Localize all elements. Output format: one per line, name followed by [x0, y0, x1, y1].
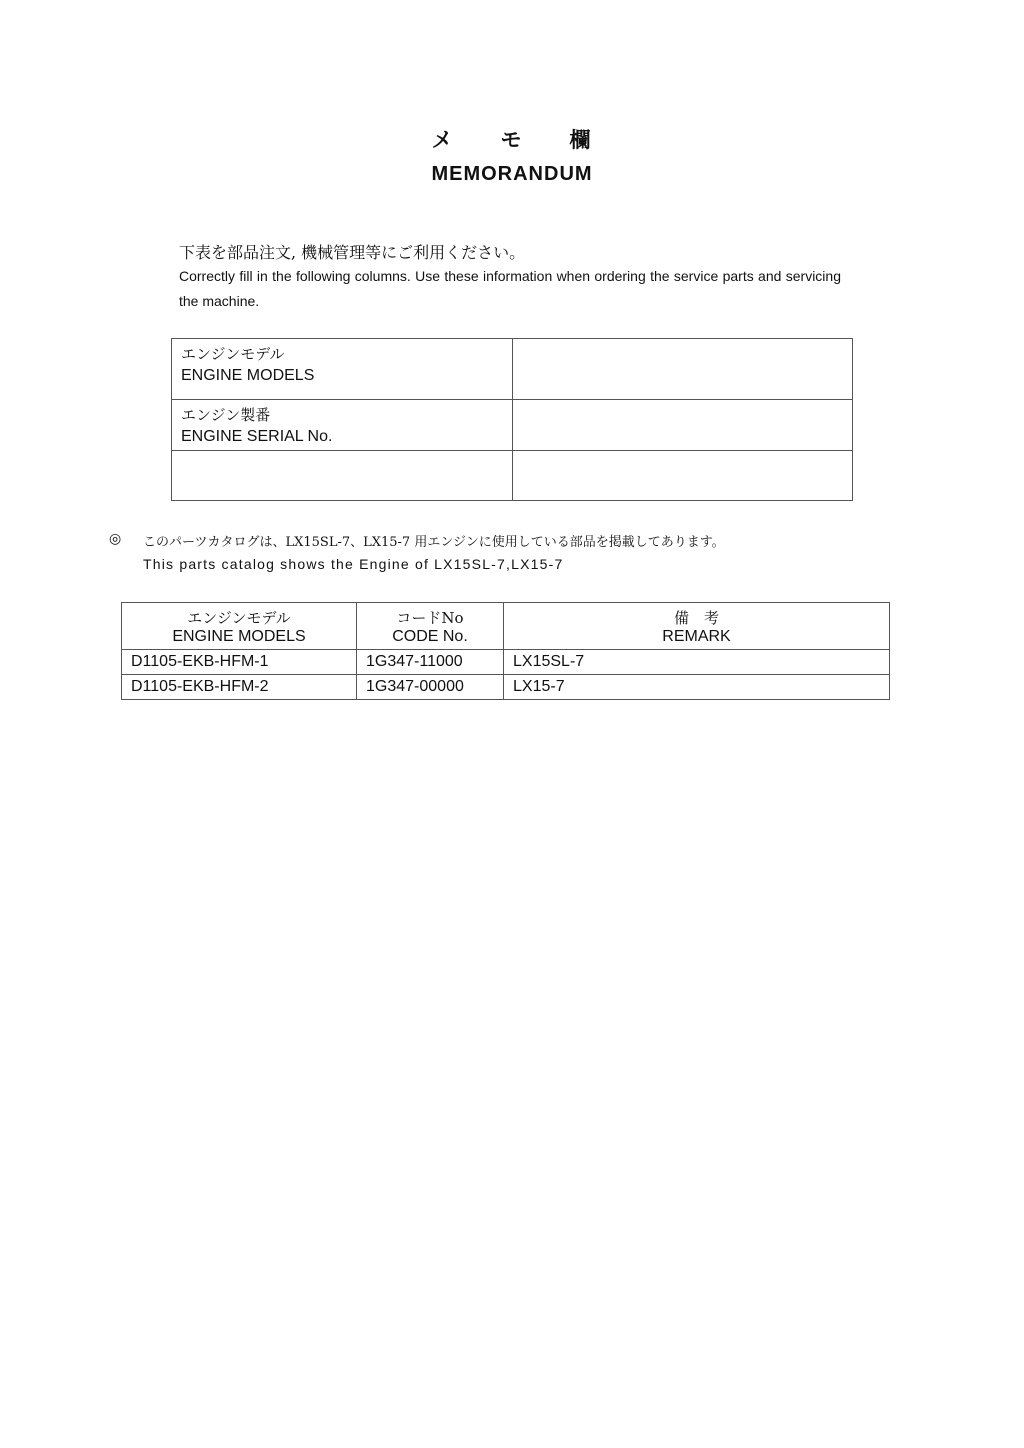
- cell-model: D1105-EKB-HFM-1: [122, 650, 357, 675]
- cell-remark: LX15-7: [504, 675, 890, 700]
- memo-label-jp: エンジンモデル: [181, 345, 285, 363]
- memo-row-engine-model: [172, 339, 853, 400]
- table-row: [122, 650, 890, 675]
- memo-row-engine-serial: [172, 400, 853, 451]
- memo-label-cell[interactable]: [172, 451, 513, 501]
- column-header-remark: [504, 603, 890, 650]
- cell-code: 1G347-00000: [357, 675, 504, 700]
- note-text-jp: このパーツカタログは、LX15SL-7、LX15-7 用エンジンに使用している部品を掲載してあります。: [143, 535, 725, 550]
- column-header-en: REMARK: [662, 628, 731, 645]
- memo-value-cell[interactable]: [513, 400, 853, 451]
- page-title-jp: メ モ 欄: [431, 128, 593, 152]
- cell-code: 1G347-11000: [357, 650, 504, 675]
- column-header-jp: コードNo: [396, 609, 464, 627]
- memo-value-cell[interactable]: [513, 451, 853, 501]
- cell-remark: LX15SL-7: [504, 650, 890, 675]
- memo-value-cell[interactable]: [513, 339, 853, 400]
- intro-text-en: Correctly fill in the following columns. Use these information when ordering the service parts and servicing the machine.: [179, 268, 841, 309]
- column-header-en: ENGINE MODELS: [172, 628, 306, 645]
- memo-row-blank: [172, 451, 853, 501]
- memo-label-en: ENGINE MODELS: [181, 367, 315, 384]
- note-text-en: This parts catalog shows the Engine of LX15SL-7,LX15-7: [143, 556, 564, 572]
- cell-model: D1105-EKB-HFM-2: [122, 675, 357, 700]
- table-row: [122, 675, 890, 700]
- column-header-jp: エンジンモデル: [187, 609, 291, 627]
- column-header-model: [122, 603, 357, 650]
- intro-text-jp: 下表を部品注文, 機械管理等にご利用ください。: [179, 243, 526, 262]
- memo-table: [171, 338, 853, 501]
- table-header-row: [122, 603, 890, 650]
- note-bullet-icon: ◎: [109, 531, 122, 547]
- memo-label-cell: [172, 339, 513, 400]
- memo-label-en: ENGINE SERIAL No.: [181, 428, 333, 445]
- column-header-code: [357, 603, 504, 650]
- memo-label-jp: エンジン製番: [181, 406, 271, 424]
- engine-models-table: [121, 602, 890, 700]
- column-header-en: CODE No.: [392, 628, 468, 645]
- page-title: MEMORANDUM: [431, 163, 593, 185]
- memo-label-cell: [172, 400, 513, 451]
- column-header-jp: 備 考: [673, 609, 719, 627]
